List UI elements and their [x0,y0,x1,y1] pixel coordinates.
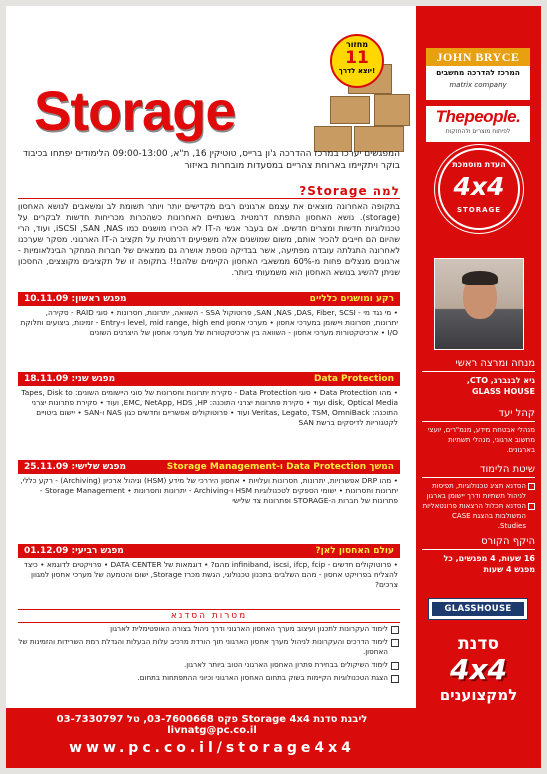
why-heading: למה Storage? [18,184,400,199]
footer-url[interactable]: www.pc.co.il/storage4x4 [69,740,355,756]
john-bryce-logo [426,48,530,100]
sidebar [416,6,541,768]
goal-item: לימוד העקרונות לתכנון ועיצוב מערך האחסון הארגוני ודרך ניהול בצורה האופטימלית לארגון [18,624,400,634]
meeting-bar [18,372,400,386]
glasshouse-logo [428,598,528,620]
lecturer-heading: מנחה ומרצה ראשי [422,358,535,372]
jb-sub: המרכז להדרכה מחשבים [436,68,520,77]
meeting-body: • מי נגד מי - SAN ,NAS ,DAS, Fiber, SCSI, פרוטוקול SSA - השוואה, יתרונות, חסרונות • סוגי RAID - סקירה, יתרונות, חסרונות ויישומן במערכי אחסון • מערכי אחסון level, mid range, high end ו-Entry - זמינות, ביצועים וחלוקת I/O • ארכיטקטורות מערכי אחסון - השוואה בין ארכיטקטורות של מערכי אחסון של היצרנים השונים [20,308,398,337]
workshop-logo-line1: סדנת [458,634,499,654]
goal-item: לימוד השיקולים בבחירת פתרון האחסון הארגוני הטוב ביותר לארגון. [18,660,400,670]
why-text: בתקופה האחרונה מוצאים את עצמם ארגונים רבים מקדישים יותר ויותר תשומת לב ומשאבים לנושא האחסון (storage). נושא האחסון התפתח דרמטית בשנתיים האחרונות כשהכרות מכריחות חדשות לבקרים על טכנולוגיות חדשות ומצרים חדשים. אם בעבר אנשי ה-IT לא הכירו מושגים כמו iSCSI ,SAN ,NAS, ועוד, הרי שהיום הם חייבים להכיר אותם, משום שמושגים אלה משפיעים דרמטית על תקציב ה-IT הארגוני. מסקר שערכנו לאחרונה התגלתה עובדה מפתיעה, אשר בבדיקה נוספת אושרה גם ממצאים של חברות המחקר הבינלאומיות - ארגונים מנצלים פחות מ-60% ממשאבי האחסון הקיימים שלהם!! בתקופה זו של תקציבים מקוצצים, החסכון שניתן להשיג בנושא האחסון הוא משמעותי ביותר. [18,201,400,277]
audience-heading: קהל יעד [422,408,535,422]
main-title: Storage [34,79,236,142]
goal-item: לימוד הדרכים והעקרונות לניהול מערך אחסון הארגוני תוך הורדת מרכיב עלות הבעלות והגדלת רמת השרידות והזמינות של האחסון. [18,637,400,657]
scope-heading: היקף הקורס [422,536,535,550]
glasshouse-text: GLASSHOUSE [432,602,524,616]
meeting-1 [18,292,400,338]
seal-mid: 4x4 [453,172,505,201]
meeting-date: מפגש רביעי: 01.12.09 [24,546,124,556]
meeting-date: מפגש שלישי: 25.11.09 [24,462,126,472]
badge-line3: יוצא לדרך! [338,67,376,75]
box [330,96,370,124]
intro-text: המפגשים יערכו במרכז ההדרכה ג'ון ברייס, טוטיקין 16, ת"א, 09:00-13:00 הלימודים יפתחו בכיבוד בוקר ויתקיימו בארוחת צהריים במסעדות מובחרות באיזור [23,149,400,171]
jb-name: JOHN BRYCE [426,48,530,66]
box [374,94,410,126]
lecturer-section [422,358,535,397]
meeting-title: Data Protection [314,374,394,384]
meeting-body: • מהו Data Protection • סוגי Data Protection - סקירת יתרונות וחסרונות של סוגי היישומים השונים: Tapes, Disk to disk, Optical Media ועוד • סקירת פתרונות יצרני התוכנה: EMC, NetApp, HDS ,HP, ועוד • סקירת פתרונות יצרני התוכנה: Veritas, Legato, TSM, OmniBack ועוד • פרוטוקולים אפשריים וחדשים כגון NAS ו-SAN • יישום ביטויים לקטגוריות לדיסקים ברשת SAN [21,388,398,427]
method-section [422,464,535,531]
seal-top: העדת מוסמכת [452,160,506,169]
workshop-logo [416,634,541,704]
meeting-bar [18,292,400,306]
certification-seal [438,148,520,230]
goal-item: הצגת הטכנולוגיות הקיימות בשוק בתחום האחסון הארגוני וכיוני ההתפתחות בתחום. [18,673,400,683]
seal-bot: STORAGE [456,206,502,214]
meeting-title: המשך Data Protection ו-Storage Management [166,462,394,472]
footer [6,708,416,768]
method-list [422,481,535,531]
tp-sub: לפיתוח מוצרים ולהחזקות [445,128,511,135]
hair [462,271,498,285]
method-heading: שיטת הלימוד [422,464,535,478]
lecturer-company: GLASS HOUSE [471,387,535,396]
method-item: הסדנא תכלול הרצאות פרונטאליות המשולבות בהצגת CASE Studies. [422,501,535,531]
meeting-bar [18,544,400,558]
badge-line2: 11 [345,48,369,68]
meeting-title: עולם האחסון לאן? [315,546,394,556]
jb-company: matrix company [449,81,507,89]
badge-line1: מחזור [345,40,369,49]
goals-list [18,624,400,686]
goals-heading: מטרות הסדנא [18,609,400,623]
lecturer-name: גיא לבנברג, CTO, [466,376,535,385]
meeting-2 [18,372,400,428]
meeting-body: • פרוטוקולים חדשים - infiniband, iscsi, ifcp, fcip מהם? • דוגמאות של DATA CENTER • פרויקטים לדוגמא • כיצד להצליח בפרויקט אחסון - מהם השלבים בתכנון טכנולוגי, הגשת מכרז Storage, ישום והטמעה של מערכי אחסון למגוון צרכים? [23,560,398,589]
workshop-logo-line3: למקצוענים [439,686,518,704]
meeting-3 [18,460,400,506]
tp-name: Thepeople. [435,107,521,126]
meeting-body: • מהו DRP אפשרויות, יתרונות, חסרונות ועלויות • אחסון היררכי של מידע (HSM) וניהול ארכיון (Archiving) - רקע כללי, יתרונות וחסרונות • ישומי הספקים לטכנולוגיות HSM ו-Archiving - יתרונות וחסרונות • Storage Management - פתרונות של חברות ה-STORAGE ופתרונות צד שלישי [20,476,398,505]
meeting-date: מפגש שני: 18.11.09 [24,374,116,384]
audience-section [422,408,535,455]
meeting-title: רקע ומושגים כלליים [309,294,394,304]
method-item: הסדנא תציג טכנולוגיות, תפיסות לניהול תשתיות ודרך יישומן בארגון [422,481,535,501]
footer-contact: ליבנת סדנת Storage 4x4 פקס 03-7600668, טל 03-7330797 livnatg@pc.co.il [56,714,368,736]
audience-text: מנהלי אבטחת מידע, מנמ"רים, יועצי מחשוב ארגוני, מנהלי תשתיות בארגונים. [427,426,535,454]
meeting-bar [18,460,400,474]
meeting-date: מפגש ראשון: 10.11.09 [24,294,127,304]
scope-text: 16 שעות, 4 מפגשים, כל מפגש 4 שעות [443,554,535,574]
workshop-logo-line2: 4x4 [449,653,508,686]
cycle-badge [330,34,384,88]
meeting-4 [18,544,400,590]
thepeople-logo [426,106,530,142]
scope-section [422,536,535,575]
lecturer-photo [434,258,524,350]
